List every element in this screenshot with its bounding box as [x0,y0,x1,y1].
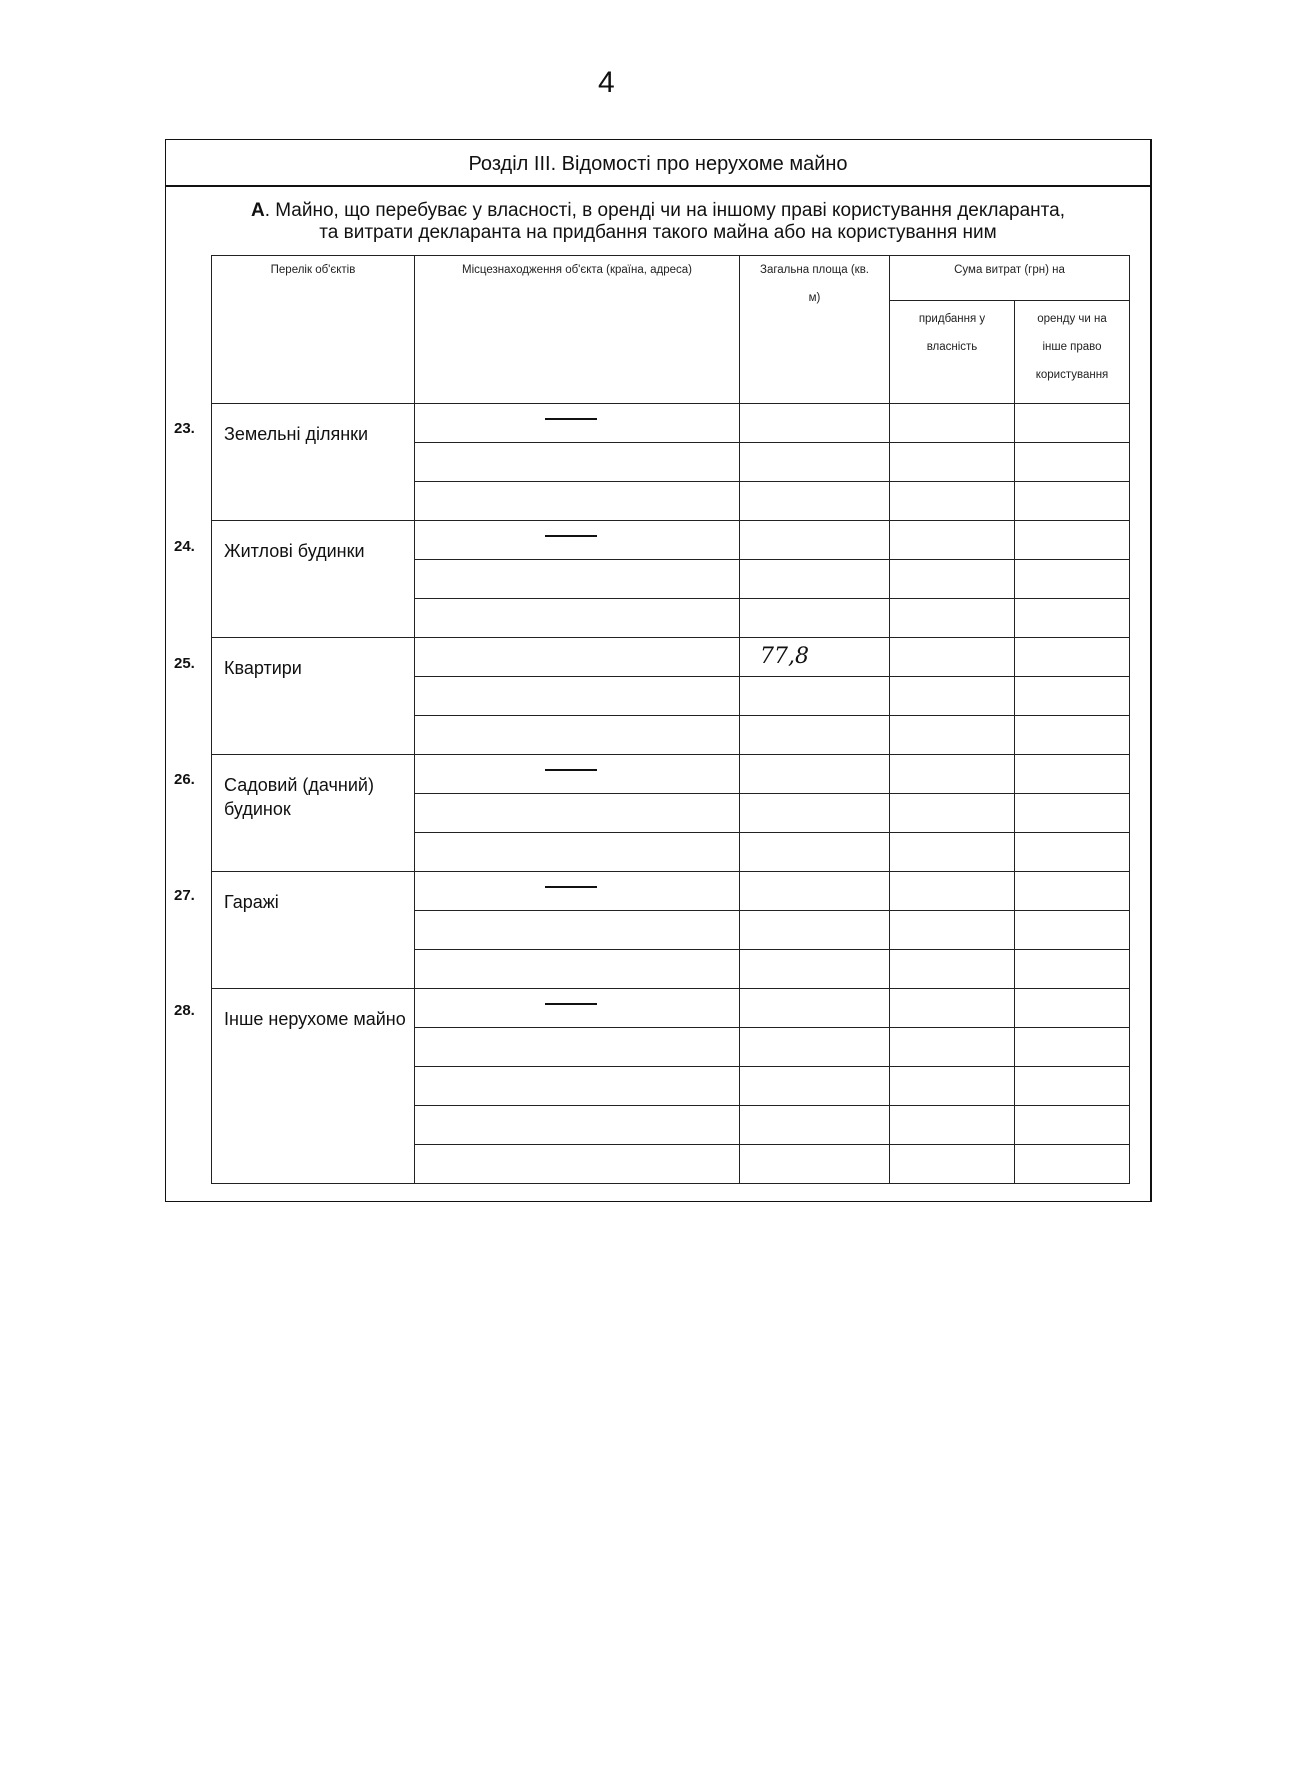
row-number: 25. [174,655,195,672]
table-row [212,989,1130,1028]
cell-purchase[interactable] [890,833,1015,872]
cell-purchase[interactable] [890,521,1015,560]
handwritten-dash [545,418,597,420]
cell-rent[interactable] [1015,482,1130,521]
row-number: 28. [174,1002,195,1019]
cell-area[interactable] [740,755,890,794]
cell-purchase[interactable] [890,1145,1015,1184]
cell-purchase[interactable] [890,1028,1015,1067]
table-row [212,521,1130,560]
cell-rent[interactable] [1015,521,1130,560]
cell-rent[interactable] [1015,1028,1130,1067]
header-expenses: Сума витрат (грн) на [890,256,1130,301]
cell-area[interactable] [740,794,890,833]
header-purchase: придбання у власність [890,301,1015,404]
cell-location[interactable] [415,443,740,482]
cell-location[interactable] [415,521,740,560]
cell-area[interactable] [740,1106,890,1145]
table-row [212,872,1130,911]
cell-rent[interactable] [1015,404,1130,443]
cell-area[interactable] [740,911,890,950]
cell-location[interactable] [415,404,740,443]
cell-purchase[interactable] [890,443,1015,482]
header-objects: Перелік об'єктів [212,256,415,404]
cell-rent[interactable] [1015,677,1130,716]
property-table [211,255,1130,1184]
cell-area[interactable] [740,638,890,677]
cell-purchase[interactable] [890,404,1015,443]
cell-location[interactable] [415,482,740,521]
cell-area[interactable] [740,404,890,443]
cell-location[interactable] [415,755,740,794]
cell-rent[interactable] [1015,1067,1130,1106]
header-rent: оренду чи на інше право користування [1015,301,1130,404]
object-name: Житлові будинки [212,521,415,638]
cell-location[interactable] [415,1028,740,1067]
section-subtitle [166,200,1150,244]
row-number: 24. [174,538,195,555]
cell-rent[interactable] [1015,833,1130,872]
header-location: Місцезнаходження об'єкта (країна, адреса) [415,256,740,404]
section-title: Розділ ІІІ. Відомості про нерухоме майно [166,140,1150,187]
row-number: 26. [174,771,195,788]
cell-location[interactable] [415,638,740,677]
cell-rent[interactable] [1015,638,1130,677]
cell-purchase[interactable] [890,989,1015,1028]
cell-purchase[interactable] [890,1106,1015,1145]
cell-area[interactable] [740,599,890,638]
cell-purchase[interactable] [890,716,1015,755]
header-area: Загальна площа (кв. м) [740,256,890,404]
cell-area[interactable] [740,1145,890,1184]
cell-area[interactable] [740,716,890,755]
cell-location[interactable] [415,989,740,1028]
cell-location[interactable] [415,794,740,833]
cell-rent[interactable] [1015,911,1130,950]
cell-area[interactable] [740,833,890,872]
cell-area[interactable] [740,677,890,716]
cell-area[interactable] [740,872,890,911]
cell-purchase[interactable] [890,677,1015,716]
cell-purchase[interactable] [890,638,1015,677]
handwritten-dash [545,1003,597,1005]
object-name: Інше нерухоме майно [212,989,415,1184]
cell-area[interactable] [740,521,890,560]
subtitle-line2: та витрати декларанта на придбання такого майна або на користування ним [319,222,997,243]
cell-purchase[interactable] [890,950,1015,989]
cell-rent[interactable] [1015,716,1130,755]
cell-purchase[interactable] [890,872,1015,911]
cell-area[interactable] [740,443,890,482]
cell-area[interactable] [740,482,890,521]
section-box [165,139,1152,1202]
handwritten-dash [545,535,597,537]
cell-rent[interactable] [1015,1145,1130,1184]
cell-rent[interactable] [1015,1106,1130,1145]
table-row [212,755,1130,794]
cell-location[interactable] [415,677,740,716]
handwritten-area: 77,8 [760,644,809,669]
object-name: Земельні ділянки [212,404,415,521]
row-number: 27. [174,887,195,904]
cell-location[interactable] [415,872,740,911]
cell-area[interactable] [740,989,890,1028]
cell-purchase[interactable] [890,599,1015,638]
page-number: 4 [598,66,615,99]
cell-area[interactable] [740,950,890,989]
cell-location[interactable] [415,560,740,599]
cell-location[interactable] [415,833,740,872]
handwritten-dash [545,886,597,888]
cell-purchase[interactable] [890,1067,1015,1106]
cell-location[interactable] [415,1067,740,1106]
table-row [212,404,1130,443]
object-name: Гаражі [212,872,415,989]
object-name: Садовий (дачний) будинок [212,755,415,872]
cell-location[interactable] [415,599,740,638]
cell-rent[interactable] [1015,989,1130,1028]
cell-location[interactable] [415,950,740,989]
cell-area[interactable] [740,1028,890,1067]
cell-purchase[interactable] [890,755,1015,794]
cell-location[interactable] [415,716,740,755]
handwritten-dash [545,769,597,771]
cell-purchase[interactable] [890,794,1015,833]
cell-rent[interactable] [1015,872,1130,911]
subtitle-letter: А [250,200,265,221]
cell-location[interactable] [415,1145,740,1184]
cell-rent[interactable] [1015,794,1130,833]
object-name: Квартири [212,638,415,755]
subtitle-line1: . Майно, що перебуває у власності, в оренді чи на іншому праві користування декларанта, [264,200,1066,221]
cell-area[interactable] [740,560,890,599]
cell-purchase[interactable] [890,482,1015,521]
cell-purchase[interactable] [890,911,1015,950]
cell-rent[interactable] [1015,950,1130,989]
cell-rent[interactable] [1015,755,1130,794]
cell-location[interactable] [415,1106,740,1145]
cell-rent[interactable] [1015,599,1130,638]
cell-location[interactable] [415,911,740,950]
cell-area[interactable] [740,1067,890,1106]
cell-rent[interactable] [1015,443,1130,482]
row-number: 23. [174,420,195,437]
table-row [212,638,1130,677]
cell-purchase[interactable] [890,560,1015,599]
cell-rent[interactable] [1015,560,1130,599]
